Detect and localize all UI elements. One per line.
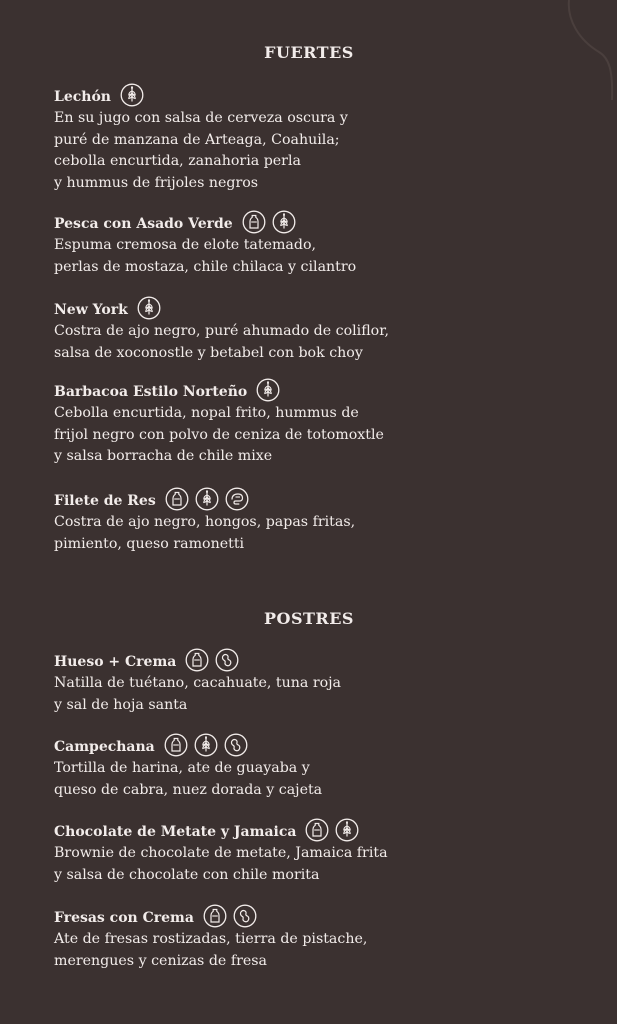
item-name: Chocolate de Metate y Jamaica [54, 824, 297, 840]
item-description: Brownie de chocolate de metate, Jamaica frita y salsa de chocolate con chile morita [54, 845, 388, 883]
menu-item-fresas-con-crema [54, 906, 574, 972]
milk-bottle-icon [242, 210, 266, 234]
wheat-icon [335, 818, 359, 842]
wheat-icon [137, 296, 161, 320]
menu-item-chocolate-de-metate-y-jamaica [54, 820, 574, 886]
menu-item-new-york [54, 298, 574, 364]
milk-bottle-icon [185, 648, 209, 672]
section-title-postres: POSTRES [264, 609, 354, 628]
wheat-icon [120, 83, 144, 107]
wheat-icon [256, 378, 280, 402]
milk-bottle-icon [164, 733, 188, 757]
wheat-icon [194, 733, 218, 757]
item-name: Pesca con Asado Verde [54, 216, 233, 232]
item-name: Lechón [54, 89, 111, 105]
item-name: New York [54, 302, 128, 318]
shrimp-icon [225, 487, 249, 511]
wheat-icon [195, 487, 219, 511]
section-title-fuertes: FUERTES [264, 43, 354, 62]
menu-item-barbacoa-estilo-norteno [54, 380, 574, 468]
item-description: Tortilla de harina, ate de guayaba y queso de cabra, nuez dorada y cajeta [54, 760, 323, 798]
milk-bottle-icon [165, 487, 189, 511]
item-description: Natilla de tuétano, cacahuate, tuna roja y sal de hoja santa [54, 675, 342, 713]
peanut-icon [233, 904, 257, 928]
milk-bottle-icon [203, 904, 227, 928]
item-name: Filete de Res [54, 493, 156, 509]
item-name: Campechana [54, 739, 155, 755]
menu-item-campechana [54, 735, 574, 801]
item-name: Fresas con Crema [54, 910, 194, 926]
item-name: Barbacoa Estilo Norteño [54, 384, 248, 400]
wheat-icon [272, 210, 296, 234]
item-description: Ate de fresas rostizadas, tierra de pistache, merengues y cenizas de fresa [54, 931, 368, 969]
peanut-icon [215, 648, 239, 672]
item-description: Cebolla encurtida, nopal frito, hummus de frijol negro con polvo de ceniza de totomoxtle y salsa borracha de chile mixe [54, 405, 384, 465]
item-description: Costra de ajo negro, puré ahumado de coliflor, salsa de xoconostle y betabel con bok choy [54, 323, 389, 361]
item-description: Espuma cremosa de elote tatemado, perlas de mostaza, chile chilaca y cilantro [54, 237, 357, 275]
peanut-icon [224, 733, 248, 757]
menu-item-filete-de-res [54, 489, 574, 555]
menu-item-hueso-crema [54, 650, 574, 716]
menu-item-pesca-con-asado-verde [54, 212, 574, 278]
milk-bottle-icon [305, 818, 329, 842]
item-description: Costra de ajo negro, hongos, papas fritas, pimiento, queso ramonetti [54, 514, 356, 552]
item-description: En su jugo con salsa de cerveza oscura y puré de manzana de Arteaga, Coahuila; cebolla encurtida, zanahoria perla y hummus de frijoles negros [54, 110, 348, 191]
item-name: Hueso + Crema [54, 654, 177, 670]
menu-item-lechon [54, 85, 574, 194]
